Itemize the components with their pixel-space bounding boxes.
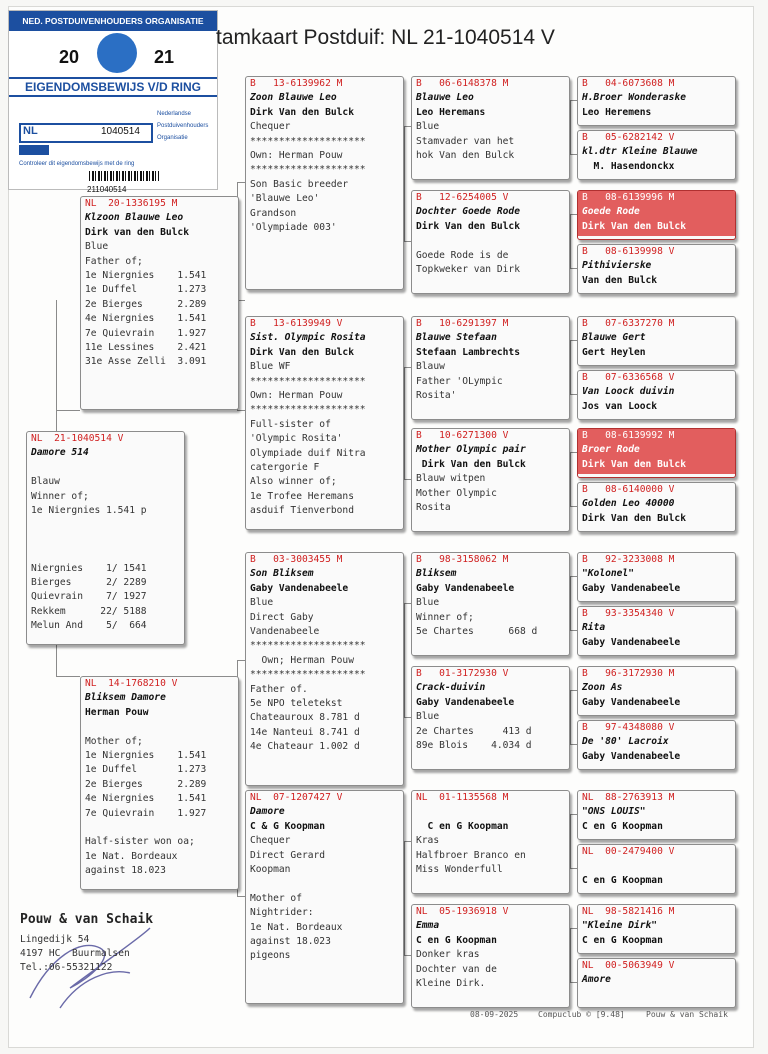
- pedigree-card-g13: [577, 790, 736, 840]
- card-text-line: Son Basic breeder: [250, 178, 349, 190]
- card-text-line: catergorie F: [250, 461, 320, 473]
- pedigree-card-fff: [411, 76, 570, 180]
- card-text-line: Blue: [85, 241, 109, 253]
- ring-number: NL 01-1135568 M: [416, 792, 509, 803]
- card-text-line: 'Blauwe Leo': [250, 193, 320, 205]
- pigeon-name: Blauwe Stefaan: [416, 332, 497, 344]
- ring-number: B 10-6291397 M: [416, 318, 509, 329]
- pedigree-card-g7: [577, 428, 736, 478]
- pigeon-name: Bliksem: [416, 568, 457, 580]
- card-text-line: Nightrider:: [250, 907, 314, 919]
- owner-name: Pouw & van Schaik: [20, 912, 154, 927]
- pigeon-name: Sist. Olympic Rosita: [250, 332, 366, 344]
- connector-line: [570, 928, 577, 929]
- footer-date: 08-09-2025: [470, 1010, 519, 1019]
- owner-street: Lingedijk 54: [20, 934, 90, 945]
- pigeon-name: "Kleine Dirk": [582, 920, 658, 932]
- ring-number: NL 00-2479400 V: [582, 846, 675, 857]
- card-text-line: [81, 821, 238, 835]
- footer-author: Pouw & van Schaik: [646, 1010, 728, 1019]
- connector-line: [570, 452, 577, 453]
- breeder-name: Dirk Van den Bulck: [250, 346, 354, 358]
- ring-number: NL 21-1040514 V: [31, 433, 124, 444]
- certificate-header: NED. POSTDUIVENHOUDERS ORGANISATIE: [9, 11, 217, 31]
- pedigree-card-g10: [577, 606, 736, 656]
- pigeon-name: Crack-duivin: [416, 682, 486, 694]
- card-text-line: ********************: [250, 404, 366, 416]
- card-text-line: ********************: [250, 135, 366, 147]
- card-text-line: [81, 720, 238, 734]
- pigeon-name: Damore: [250, 806, 285, 818]
- card-text-line: Blue WF: [250, 361, 291, 373]
- pigeon-name: Broer Rode: [582, 444, 640, 456]
- card-text-line: Rosita: [416, 501, 451, 513]
- card-text-line: Direct Gerard: [250, 849, 326, 861]
- pedigree-card-g12: [577, 720, 736, 770]
- card-text-line: 5e Chartes 668 d: [416, 625, 538, 637]
- card-text-line: [27, 518, 184, 532]
- pedigree-card-mff: [411, 552, 570, 656]
- connector-line: [570, 340, 571, 394]
- ring-number: B 08-6139998 V: [582, 246, 675, 257]
- card-text-line: Blauw witpen: [416, 473, 486, 485]
- card-text-line: [412, 234, 569, 248]
- pedigree-card-fm: [245, 316, 404, 530]
- pedigree-card-ff: [245, 76, 404, 290]
- breeder-name: Gaby Vandenabeele: [416, 696, 515, 708]
- legend-p: Postduivenhouders: [157, 123, 209, 129]
- ring-number: NL 07-1207427 V: [250, 792, 343, 803]
- connector-line: [570, 268, 577, 269]
- card-text-line: Winner of;: [31, 490, 89, 502]
- card-text-line: 1e Duffel 1.273: [85, 764, 207, 776]
- connector-line: [570, 506, 577, 507]
- ring-number: B 08-6140000 V: [582, 484, 675, 495]
- card-text-line: Halfbroer Branco en: [416, 849, 526, 861]
- card-text-line: [412, 805, 569, 819]
- card-text-line: 2e Chartes 413 d: [416, 725, 532, 737]
- pigeon-name: Damore 514: [31, 447, 89, 459]
- pigeon-name: Klzoon Blauwe Leo: [85, 212, 184, 224]
- breeder-name: Dirk Van den Bulck: [250, 106, 354, 118]
- connector-line: [56, 676, 80, 677]
- breeder-name: Dirk Van den Bulck: [582, 512, 686, 524]
- ring-number: B 08-6139996 M: [582, 192, 675, 203]
- card-text-line: Also winner of;: [250, 476, 337, 488]
- card-text-line: 1e Nat. Bordeaux: [250, 921, 343, 933]
- breeder-name: Leo Heremans: [416, 106, 486, 118]
- pedigree-card-ffm: [411, 190, 570, 294]
- card-text-line: against 18.023: [85, 865, 166, 877]
- ring-number: B 13-6139949 V: [250, 318, 343, 329]
- certificate-country: NL: [23, 125, 38, 137]
- card-text-line: 2e Bierges 2.289: [85, 778, 207, 790]
- pigeon-name: Rita: [582, 622, 606, 634]
- country-flag-icon: [19, 145, 49, 155]
- breeder-name: M. Hasendonckx: [582, 160, 675, 172]
- pigeon-name: Blauwe Gert: [582, 332, 646, 344]
- card-text-line: Stamvader van het: [416, 135, 515, 147]
- ring-number: B 01-3172930 V: [416, 668, 509, 679]
- card-text-line: Vandenabeele: [250, 625, 320, 637]
- ring-number: B 07-6337270 M: [582, 318, 675, 329]
- pedigree-card-father: [80, 196, 239, 410]
- breeder-name: Gaby Vandenabeele: [582, 696, 681, 708]
- connector-line: [404, 126, 411, 127]
- connector-line: [570, 452, 571, 506]
- ring-number: B 08-6139992 M: [582, 430, 675, 441]
- pedigree-card-g15: [577, 904, 736, 954]
- ring-number: B 06-6148378 M: [416, 78, 509, 89]
- card-text-line: [578, 859, 735, 873]
- ring-number: NL 00-5063949 V: [582, 960, 675, 971]
- ring-number: B 07-6336568 V: [582, 372, 675, 383]
- card-text-line: Father of;: [85, 255, 143, 267]
- connector-line: [404, 717, 411, 718]
- card-text-line: asduif Tienverbond: [250, 505, 354, 517]
- pigeon-name: Dochter Goede Rode: [416, 206, 520, 218]
- card-text-line: Mother Olympic: [416, 487, 497, 499]
- connector-line: [570, 214, 577, 215]
- card-text-line: 'Olympic Rosita': [250, 433, 343, 445]
- breeder-name: Dirk Van den Bulck: [582, 220, 686, 232]
- card-text-line: Niergnies 1/ 1541: [31, 562, 147, 574]
- pigeon-name: De '80' Lacroix: [582, 736, 669, 748]
- card-text-line: 11e Lessines 2.421: [85, 341, 207, 353]
- card-text-line: [578, 988, 735, 1002]
- breeder-name: Gaby Vandenabeele: [416, 582, 515, 594]
- pedigree-card-mm: [245, 790, 404, 1004]
- card-text-line: ********************: [250, 164, 366, 176]
- card-text-line: 1e Niergnies 1.541: [85, 749, 207, 761]
- connector-line: [404, 367, 405, 479]
- connector-line: [570, 214, 571, 268]
- card-text-line: 31e Asse Zelli 3.091: [85, 356, 207, 368]
- ownership-certificate: [8, 10, 218, 194]
- card-text-line: 5e NPO teletekst: [250, 697, 343, 709]
- card-text-line: 1e Trofee Heremans: [250, 490, 354, 502]
- card-text-line: Own; Herman Pouw: [250, 654, 354, 666]
- connector-line: [404, 241, 411, 242]
- connector-line: [570, 630, 577, 631]
- page-title: tamkaart Postduif: NL 21-1040514 V: [216, 26, 555, 49]
- connector-line: [237, 410, 245, 411]
- breeder-name: C en G Koopman: [416, 934, 497, 946]
- connector-line: [570, 394, 577, 395]
- breeder-name: C en G Koopman: [416, 820, 509, 832]
- breeder-name: Dirk Van den Bulck: [416, 220, 520, 232]
- pigeon-name: Pithivierske: [582, 260, 652, 272]
- card-text-line: Kras: [416, 835, 440, 847]
- connector-line: [570, 744, 577, 745]
- card-text-line: Grandson: [250, 207, 297, 219]
- ring-number: NL 14-1768210 V: [85, 678, 178, 689]
- connector-line: [56, 410, 80, 411]
- connector-line: [404, 603, 411, 604]
- pigeon-name: Emma: [416, 920, 440, 932]
- card-text-line: pigeons: [250, 950, 291, 962]
- card-text-line: Own: Herman Pouw: [250, 389, 343, 401]
- breeder-name: Dirk Van den Bulck: [582, 458, 686, 470]
- card-text-line: 'Olympiade 003': [250, 221, 337, 233]
- breeder-name: Gaby Vandenabeele: [582, 636, 681, 648]
- card-text-line: 1e Niergnies 1.541: [85, 269, 207, 281]
- breeder-name: C en G Koopman: [582, 874, 663, 886]
- pedigree-card-g1: [577, 76, 736, 126]
- ring-number: B 92-3233008 M: [582, 554, 675, 565]
- connector-line: [570, 576, 577, 577]
- breeder-name: Gaby Vandenabeele: [582, 750, 681, 762]
- connector-line: [570, 340, 577, 341]
- connector-line: [570, 690, 577, 691]
- pedigree-card-mmm: [411, 904, 570, 1008]
- pigeon-name: "Kolonel": [582, 568, 634, 580]
- connector-line: [404, 841, 411, 842]
- ring-number: NL 05-1936918 V: [416, 906, 509, 917]
- card-text-line: Kleine Dirk.: [416, 977, 486, 989]
- pigeon-name: Blauwe Leo: [416, 92, 474, 104]
- connector-line: [404, 367, 411, 368]
- card-text-line: [27, 533, 184, 547]
- card-text-line: ********************: [250, 669, 366, 681]
- breeder-name: C en G Koopman: [582, 934, 663, 946]
- connector-line: [570, 690, 571, 744]
- ring-number: B 10-6271300 V: [416, 430, 509, 441]
- pedigree-card-g6: [577, 370, 736, 420]
- pigeon-name: kl.dtr Kleine Blauwe: [582, 146, 698, 158]
- card-text-line: ********************: [250, 640, 366, 652]
- legend-n: Nederlandse: [157, 111, 192, 117]
- pedigree-card-g11: [577, 666, 736, 716]
- pigeon-name: Zoon As: [582, 682, 623, 694]
- card-text-line: Mother of: [250, 892, 302, 904]
- certificate-ring-number: 1040514: [101, 126, 140, 137]
- connector-line: [570, 100, 571, 154]
- ring-number: B 97-4348080 V: [582, 722, 675, 733]
- card-text-line: Chequer: [250, 835, 291, 847]
- pigeon-name: Golden Leo 40000: [582, 498, 675, 510]
- card-text-line: Blue: [416, 121, 440, 133]
- card-text-line: Blauw: [416, 361, 445, 373]
- card-text-line: Quievrain 7/ 1927: [31, 591, 147, 603]
- breeder-name: C en G Koopman: [582, 820, 663, 832]
- pedigree-card-g2: [577, 130, 736, 180]
- pigeon-name: H.Broer Wonderaske: [582, 92, 686, 104]
- footer-software: Compuclub © [9.48]: [538, 1010, 625, 1019]
- ring-number: B 93-3354340 V: [582, 608, 675, 619]
- breeder-name: C & G Koopman: [250, 820, 326, 832]
- ring-number: B 98-3158062 M: [416, 554, 509, 565]
- barcode-icon: [89, 171, 159, 181]
- pedigree-card-fmf: [411, 316, 570, 420]
- pedigree-card-fmm: [411, 428, 570, 532]
- card-text-line: Koopman: [250, 863, 291, 875]
- card-text-line: Blue: [250, 597, 274, 609]
- pedigree-card-mf: [245, 552, 404, 786]
- pigeon-name: Zoon Blauwe Leo: [250, 92, 337, 104]
- card-text-line: [246, 877, 403, 891]
- pedigree-card-g16: [577, 958, 736, 1008]
- breeder-name: Gaby Vandenabeele: [250, 582, 349, 594]
- connector-line: [237, 660, 245, 661]
- pedigree-card-g8: [577, 482, 736, 532]
- certificate-check-text: Controleer dit eigendomsbewijs met de ring: [19, 161, 135, 167]
- ring-number: B 13-6139962 M: [250, 78, 343, 89]
- connector-line: [570, 814, 577, 815]
- legend-o: Organisatie: [157, 135, 188, 141]
- card-text-line: Mother of;: [85, 735, 143, 747]
- card-text-line: Miss Wonderfull: [416, 863, 503, 875]
- card-text-line: against 18.023: [250, 935, 331, 947]
- pedigree-card-mmf: [411, 790, 570, 894]
- card-text-line: 14e Nanteui 8.741 d: [250, 726, 360, 738]
- ring-number: NL 20-1336195 M: [85, 198, 178, 209]
- pedigree-card-g4: [577, 244, 736, 294]
- card-text-line: 2e Bierges 2.289: [85, 298, 207, 310]
- owner-city: 4197 HC Buurmalsen: [20, 948, 130, 959]
- card-text-line: Chequer: [250, 121, 291, 133]
- certificate-year-right: 21: [154, 47, 175, 67]
- connector-line: [570, 100, 577, 101]
- pigeon-name: Mother Olympic pair: [416, 444, 526, 456]
- card-text-line: Father of.: [250, 683, 308, 695]
- card-text-line: Topkweker van Dirk: [416, 263, 520, 275]
- card-text-line: Blue: [416, 597, 440, 609]
- card-text-line: Full-sister of: [250, 418, 331, 430]
- connector-line: [570, 868, 577, 869]
- card-text-line: 89e Blois 4.034 d: [416, 739, 532, 751]
- barcode-number: 211040514: [87, 185, 127, 194]
- pedigree-card-subject: [26, 431, 185, 645]
- card-text-line: Bierges 2/ 2289: [31, 576, 147, 588]
- connector-line: [570, 814, 571, 868]
- connector-line: [404, 603, 405, 717]
- card-text-line: Blue: [416, 711, 440, 723]
- pedigree-card-g14: [577, 844, 736, 894]
- card-text-line: 1e Nat. Bordeaux: [85, 850, 178, 862]
- card-text-line: Half-sister won oa;: [85, 836, 195, 848]
- ring-number: B 05-6282142 V: [582, 132, 675, 143]
- card-text-line: Blauw: [31, 476, 60, 488]
- ring-number: B 04-6073608 M: [582, 78, 675, 89]
- ring-number: B 03-3003455 M: [250, 554, 343, 565]
- breeder-name: Stefaan Lambrechts: [416, 346, 520, 358]
- card-text-line: hok Van den Bulck: [416, 149, 515, 161]
- breeder-name: Leo Heremens: [582, 106, 652, 118]
- card-text-line: Own: Herman Pouw: [250, 149, 343, 161]
- pedigree-card-g9: [577, 552, 736, 602]
- pedigree-card-mfm: [411, 666, 570, 770]
- card-text-line: Melun And 5/ 664: [31, 620, 147, 632]
- card-text-line: 4e Niergnies 1.541: [85, 313, 207, 325]
- pedigree-card-mother: [80, 676, 239, 890]
- card-text-line: Father 'OLympic: [416, 375, 503, 387]
- card-text-line: Olympiade duif Nitra: [250, 447, 366, 459]
- pigeon-name: Bliksem Damore: [85, 692, 166, 704]
- connector-line: [570, 928, 571, 982]
- connector-line: [237, 182, 245, 183]
- connector-line: [404, 479, 411, 480]
- connector-line: [404, 955, 411, 956]
- connector-line: [56, 643, 57, 676]
- pedigree-card-g5: [577, 316, 736, 366]
- breeder-name: Herman Pouw: [85, 706, 149, 718]
- card-text-line: Chateauroux 8.781 d: [250, 712, 360, 724]
- card-text-line: Rosita': [416, 389, 457, 401]
- connector-line: [570, 982, 577, 983]
- card-text-line: Rekkem 22/ 5188: [31, 605, 147, 617]
- npo-lion-logo-icon: [97, 33, 137, 73]
- card-text-line: 4e Niergnies 1.541: [85, 793, 207, 805]
- ring-number: B 96-3172930 M: [582, 668, 675, 679]
- pigeon-name: "ONS LOUIS": [582, 806, 646, 818]
- pigeon-name: Goede Rode: [582, 206, 640, 218]
- connector-line: [570, 154, 577, 155]
- certificate-label: EIGENDOMSBEWIJS V/D RING: [9, 77, 217, 97]
- ring-number: NL 88-2763913 M: [582, 792, 675, 803]
- connector-line: [237, 896, 245, 897]
- connector-line: [404, 841, 405, 955]
- card-text-line: Goede Rode is de: [416, 249, 509, 261]
- card-text-line: Dochter van de: [416, 963, 497, 975]
- pigeon-name: Van Loock duivin: [582, 386, 675, 398]
- card-text-line: [27, 461, 184, 475]
- ring-number: NL 98-5821416 M: [582, 906, 675, 917]
- owner-phone: Tel.:06-55321122: [20, 962, 113, 973]
- card-text-line: 1e Niergnies 1.541 p: [31, 504, 147, 516]
- card-text-line: Winner of;: [416, 611, 474, 623]
- pedigree-card-g3: [577, 190, 736, 240]
- breeder-name: Dirk van den Bulck: [85, 226, 189, 238]
- connector-line: [570, 576, 571, 630]
- ring-number: B 12-6254005 V: [416, 192, 509, 203]
- card-text-line: 4e Chateaur 1.002 d: [250, 741, 360, 753]
- pigeon-name: Son Bliksem: [250, 568, 314, 580]
- certificate-year-left: 20: [59, 47, 80, 67]
- card-text-line: ********************: [250, 375, 366, 387]
- connector-line: [404, 126, 405, 241]
- card-text-line: 1e Duffel 1.273: [85, 284, 207, 296]
- card-text-line: Donker kras: [416, 949, 480, 961]
- card-text-line: 7e Quievrain 1.927: [85, 807, 207, 819]
- breeder-name: Dirk Van den Bulck: [416, 458, 526, 470]
- breeder-name: Jos van Loock: [582, 400, 658, 412]
- breeder-name: Gert Heylen: [582, 346, 646, 358]
- connector-line: [56, 300, 57, 410]
- breeder-name: Van den Bulck: [582, 274, 658, 286]
- pigeon-name: Amore: [582, 974, 611, 986]
- breeder-name: Gaby Vandenabeele: [582, 582, 681, 594]
- card-text-line: Direct Gaby: [250, 611, 314, 623]
- card-text-line: [27, 547, 184, 561]
- connector-line: [56, 410, 57, 431]
- card-text-line: 7e Quievrain 1.927: [85, 327, 207, 339]
